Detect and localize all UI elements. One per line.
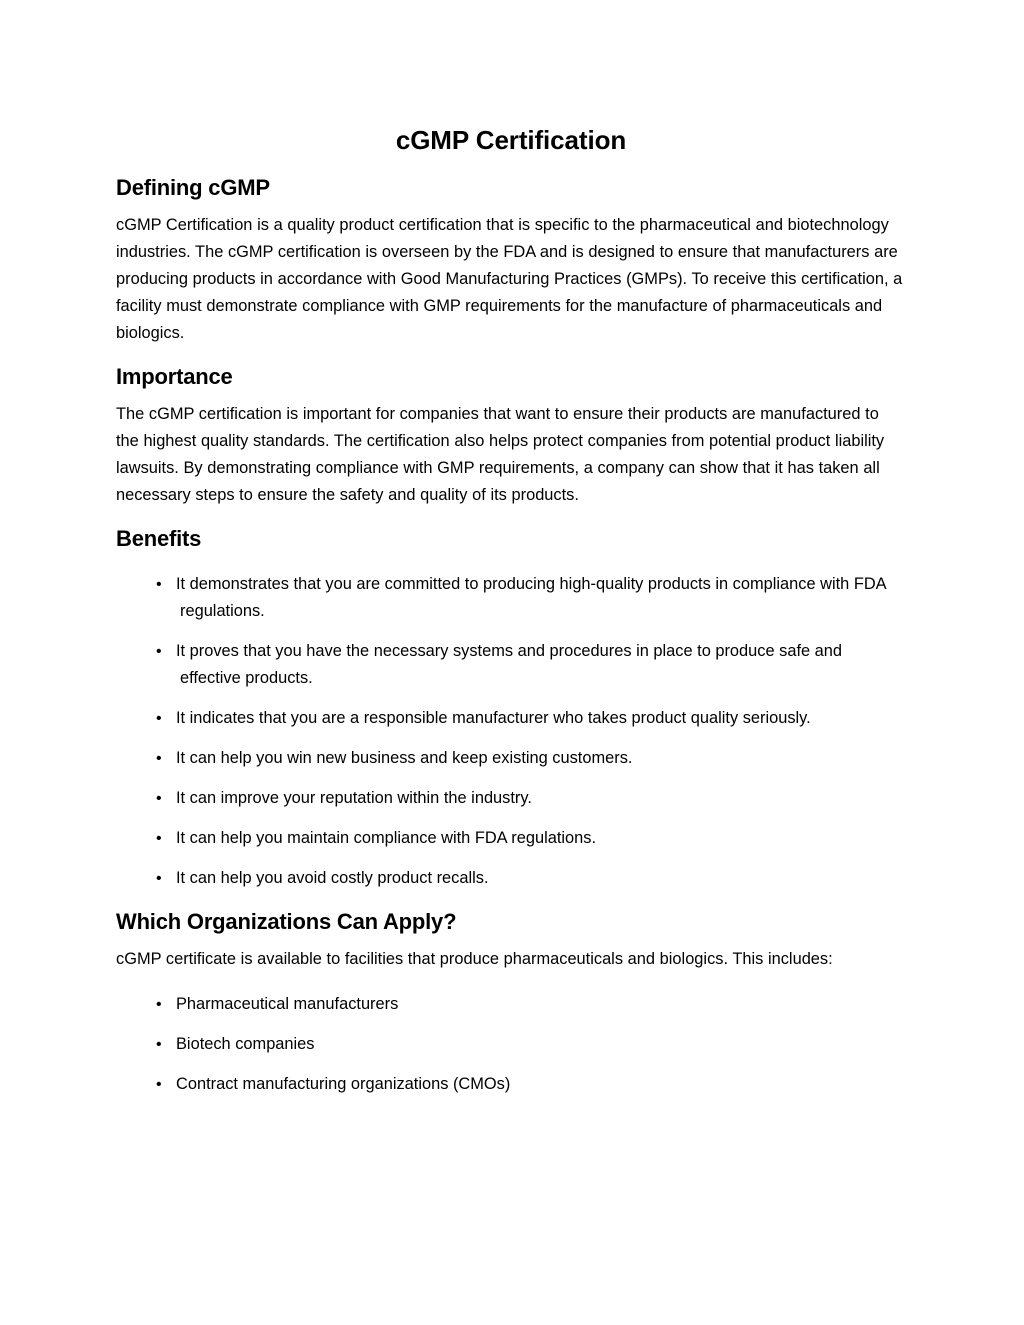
list-item-label: It can help you avoid costly product recalls. [176,869,489,887]
list-item-label: Pharmaceutical manufacturers [176,995,399,1013]
bullet-icon: • [156,830,162,847]
benefits-list [116,563,906,894]
section-heading-defining-cgmp: Defining cGMP [116,175,270,200]
bullet-icon: • [156,643,162,660]
list-item-label: It indicates that you are a responsible manufacturer who takes product quality seriously. [176,709,811,727]
list-item [116,638,906,692]
bullet-icon: • [156,750,162,767]
list-item [116,571,906,625]
bullet-icon: • [156,710,162,727]
section-paragraph-which-organizations-can-apply: cGMP certificate is available to facilities that produce pharmaceuticals and biologics. This includes: [116,950,833,968]
page-title: cGMP Certification [395,125,627,155]
bullet-icon: • [156,576,162,593]
list-item-label: It demonstrates that you are committed to producing high-quality products in compliance with FDA regulations. [176,575,886,620]
bullet-icon: • [156,1076,162,1093]
bullet-icon: • [156,1036,162,1053]
section-heading-importance: Importance [116,364,233,389]
list-item [116,785,906,812]
list-item-label: It can improve your reputation within the industry. [176,789,532,807]
organizations-list [116,983,906,1100]
list-item [116,1031,906,1058]
document-content [116,124,906,1100]
list-item-label: It can help you maintain compliance with FDA regulations. [176,829,597,847]
list-item [116,1071,906,1098]
bullet-icon: • [156,790,162,807]
list-item [116,705,906,732]
list-item-label: Contract manufacturing organizations (CMOs) [176,1075,511,1093]
bullet-icon: • [156,996,162,1013]
list-item-label: Biotech companies [176,1035,315,1053]
section-paragraph-importance: The cGMP certification is important for companies that want to ensure their products are manufactured to the highest quality standards. The certification also helps protect companies from potential product liability lawsuits. By demonstrating compliance with GMP requirements, a company can show that it has taken all necessary steps to ensure the safety and quality of its products. [116,405,885,504]
section-paragraph-defining-cgmp: cGMP Certification is a quality product certification that is specific to the pharmaceutical and biotechnology industries. The cGMP certification is overseen by the FDA and is designed to ensure that manufacturers are producing products in accordance with Good Manufacturing Practices (GMPs). To receive this certification, a facility must demonstrate compliance with GMP requirements for the manufacture of pharmaceuticals and biologics. [116,216,903,342]
list-item [116,825,906,852]
section-heading-which-organizations-can-apply: Which Organizations Can Apply? [116,909,457,934]
list-item [116,865,906,892]
bullet-icon: • [156,870,162,887]
list-item-label: It can help you win new business and keep existing customers. [176,749,633,767]
list-item-label: It proves that you have the necessary systems and procedures in place to produce safe and effective products. [176,642,843,687]
section-heading-benefits: Benefits [116,526,202,551]
list-item [116,745,906,772]
list-item [116,991,906,1018]
